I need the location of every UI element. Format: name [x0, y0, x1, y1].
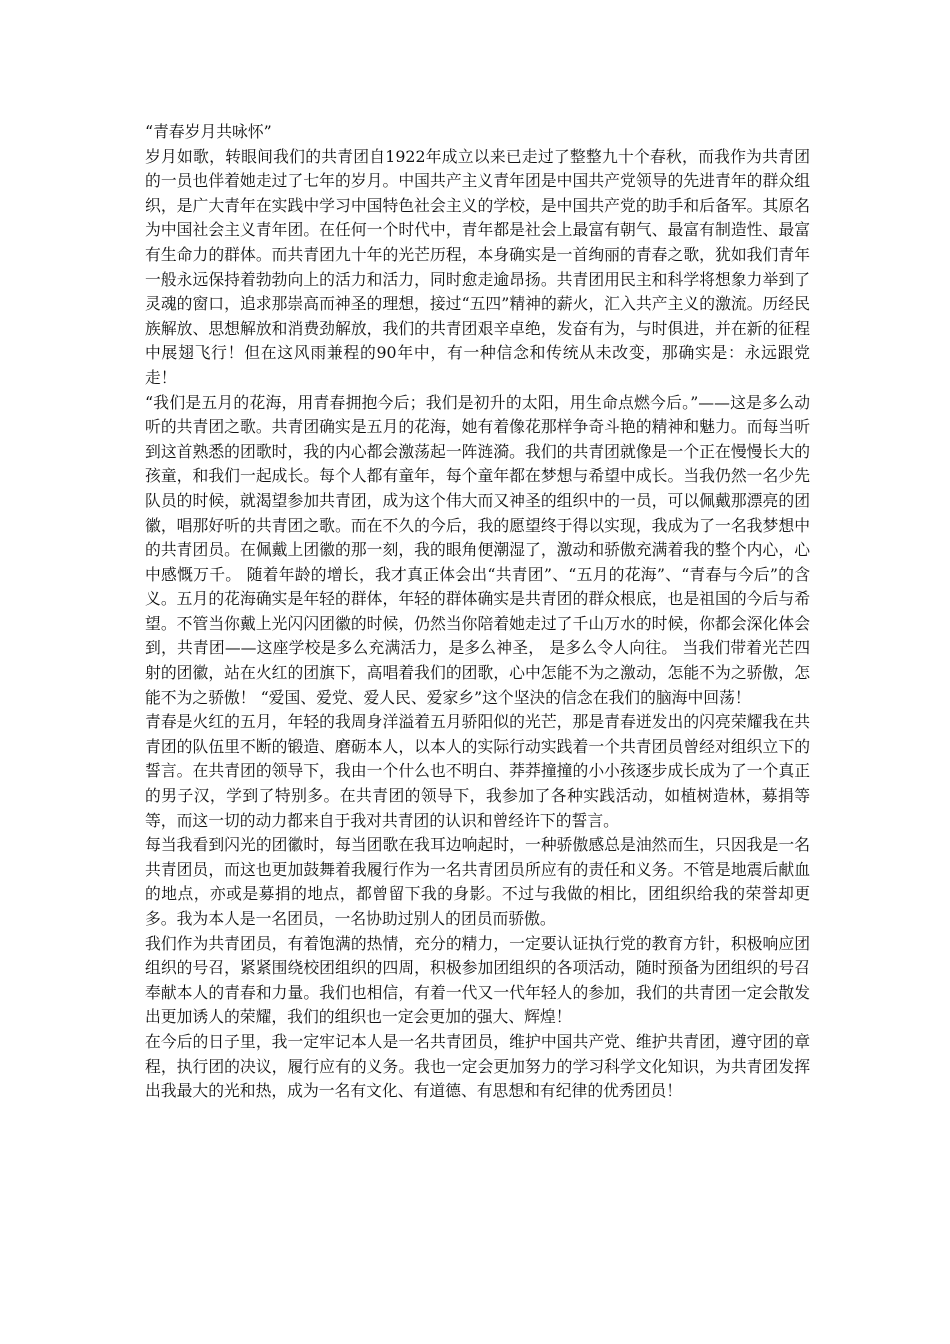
paragraph-1: 岁月如歌，转眼间我们的共青团自1922年成立以来已走过了整整九十个春秋，而我作为共青团的一员也伴着她走过了七年的岁月。中国共产主义青年团是中国共产党领导的先进青年的群众组织，是广大青年在实践中学习中国特色社会主义的学校，是中国共产党的助手和后备军。其原名为中国社会主义青年团。在任何一个时代中，青年都是社会上最富有朝气、最富有制造性、最富有生命力的群体。而共青团九十年的光芒历程，本身确实是一首绚丽的青春之歌，犹如我们青年一般永远保持着勃勃向上的活力和活力，同时愈走逾昂扬。共青团用民主和科学将想象力举到了灵魂的窗口，追求那崇高而神圣的理想，接过“五四”精神的薪火，汇入共产主义的激流。历经民族解放、思想解放和消费劲解放，我们的共青团艰辛卓绝，发奋有为，与时俱进，并在新的征程中展翅飞行！但在这风雨兼程的90年中，有一种信念和传统从未改变，那确实是：永远跟党走！	[145, 146, 810, 387]
document-title: “青春岁月共咏怀”	[145, 122, 272, 141]
paragraph-5: 我们作为共青团员，有着饱满的热情，充分的精力，一定要认证执行党的教育方针，积极响应团组织的号召，紧紧围绕校团组织的四周，积极参加团组织的各项活动，随时预备为团组织的号召奉献本人的青春和力量。我们也相信，有着一代又一代年轻人的参加，我们的共青团一定会散发出更加诱人的荣耀，我们的组织也一定会更加的强大、辉煌！	[145, 933, 810, 1027]
document-page	[145, 120, 810, 1104]
paragraph-2: “我们是五月的花海，用青春拥抱今后；我们是初升的太阳，用生命点燃今后。”——这是多么动听的共青团之歌。共青团确实是五月的花海，她有着像花那样争奇斗艳的精神和魅力。而每当听到这首熟悉的团歌时，我的内心都会激荡起一阵涟漪。我们的共青团就像是一个正在慢慢长大的孩童，和我们一起成长。每个人都有童年，每个童年都在梦想与希望中成长。当我仍然一名少先队员的时候，就渴望参加共青团，成为这个伟大而又神圣的组织中的一员，可以佩戴那漂亮的团徽，唱那好听的共青团之歌。而在不久的今后，我的愿望终于得以实现，我成为了一名我梦想中的共青团员。在佩戴上团徽的那一刻，我的眼角便潮湿了，激动和骄傲充满着我的整个内心，心中感慨万千。 随着年龄的增长，我才真正体会出“共青团”、“五月的花海”、“青春与今后”的含义。五月的花海确实是年轻的群体，年轻的群体确实是共青团的群众根底，也是祖国的今后与希望。不管当你戴上光闪闪团徽的时候，仍然当你陪着她走过了千山万水的时候，你都会深化体会到，共青团——这座学校是多么充满活力，是多么神圣， 是多么令人向往。 当我们带着光芒四射的团徽，站在火红的团旗下，高唱着我们的团歌，心中怎能不为之激动，怎能不为之骄傲，怎能不为之骄傲！ “爱国、爱党、爱人民、爱家乡”这个坚決的信念在我们的脑海中回荡！	[145, 392, 810, 707]
paragraph-3: 青春是火红的五月，年轻的我周身洋溢着五月骄阳似的光芒，那是青春迸发出的闪亮荣耀我在共青团的队伍里不断的锻造、磨砺本人，以本人的实际行动实践着一个共青团员曾经对组织立下的誓言。在共青团的领导下，我由一个什么也不明白、莽莽撞撞的小小孩逐步成长成为了一个真正的男子汉，学到了特别多。在共青团的领导下，我参加了各种实践活动，如植树造林，募捐等等，而这一切的动力都来自于我对共青团的认识和曾经许下的誓言。	[145, 712, 810, 830]
paragraph-6: 在今后的日子里，我一定牢记本人是一名共青团员，维护中国共产党、维护共青团，遵守团的章程，执行团的决议，履行应有的义务。我也一定会更加努力的学习科学文化知识，为共青团发挥出我最大的光和热，成为一名有文化、有道德、有思想和有纪律的优秀团员！	[145, 1031, 810, 1101]
paragraph-4: 每当我看到闪光的团徽时，每当团歌在我耳边响起时，一种骄傲感总是油然而生，只因我是一名共青团员，而这也更加鼓舞着我履行作为一名共青团员所应有的责任和义务。不管是地震后献血的地点，亦或是募捐的地点，都曾留下我的身影。不过与我做的相比，团组织给我的荣誉却更多。我为本人是一名团员，一名协助过别人的团员而骄傲。	[145, 835, 810, 928]
